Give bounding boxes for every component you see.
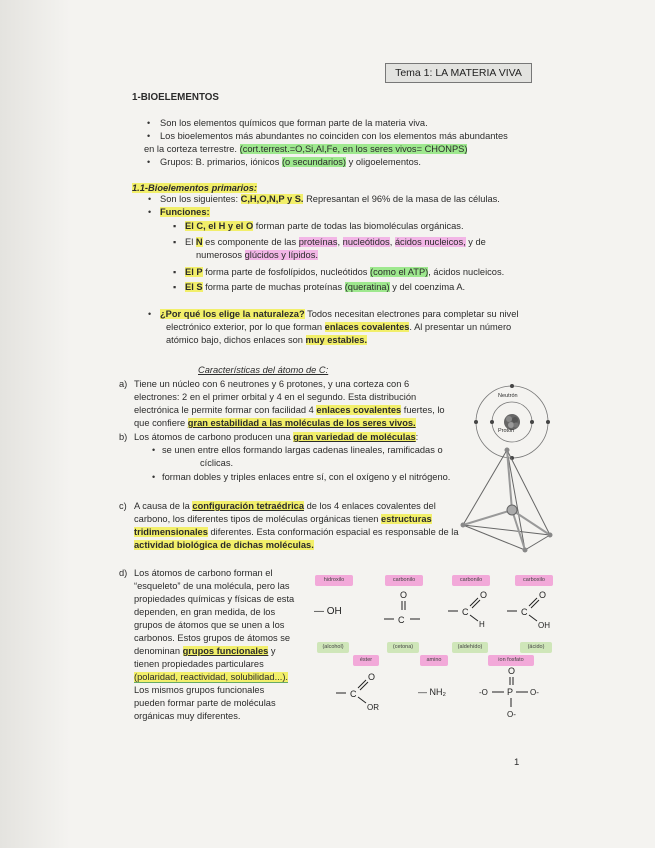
function-line: El C, el H y el O forman parte de todas las biomoléculas orgánicas. [185, 221, 464, 231]
ketone-formula [378, 588, 430, 628]
svg-text:O: O [400, 590, 408, 600]
carbon-line: propiedades químicas y físicas de esta [134, 594, 295, 604]
carbon-line: electrones: 2 en el primer orbital y 4 en el segundo. Esta distribución [134, 392, 417, 402]
intro-line: Los bioelementos más abundantes no coinciden con los elementos más abundantes [160, 131, 508, 141]
group-label: ion fosfato [488, 655, 534, 666]
proton-label: Protón [498, 428, 515, 434]
carbon-line: carbonos. Estos grupos de átomos se [134, 633, 291, 643]
primary-line: Son los siguientes: C,H,O,N,P y S. Represantan el 96% de la masa de las células. [160, 194, 500, 204]
carbon-line: grupos de átomos que se unen a los [134, 620, 285, 630]
item-label: d) [119, 568, 128, 578]
intro-line: Son los elementos químicos que forman parte de la materia viva. [160, 118, 428, 128]
function-line: numerosos glúcidos y lípidos. [196, 250, 318, 260]
bullet: ▪ [173, 282, 177, 292]
group-label: éster [353, 655, 379, 666]
carbon-line: tridimensionales diferentes. Esta conformación espacial es responsable de la [134, 527, 459, 537]
item-label: c) [119, 501, 127, 511]
item-label: b) [119, 432, 128, 442]
function-line: El P forma parte de fosfolípidos, nucleótidos (como el ATP), ácidos nucleicos. [185, 267, 505, 277]
carbon-line: pueden formar parte de moléculas [134, 698, 276, 708]
section-heading: 1-BIOELEMENTOS [132, 92, 219, 103]
question-line: electrónico exterior, por lo que forman enlaces covalentes. Al presentar un número [166, 322, 512, 332]
svg-text:O: O [539, 590, 547, 600]
carbon-line: carbono, los diferentes tipos de moléculas orgánicas tienen estructuras [134, 514, 432, 524]
svg-text:O: O [368, 672, 376, 682]
group-subtitle: (cetona) [387, 642, 419, 653]
group-label: carboxilo [515, 575, 553, 586]
carbon-line: Los mismos grupos funcionales [134, 685, 265, 695]
svg-text:O-: O- [507, 710, 516, 719]
svg-text:OR: OR [367, 703, 379, 712]
carbon-line: Los átomos de carbono producen una gran variedad de moléculas: [134, 432, 419, 442]
bullet: ▪ [173, 221, 177, 231]
group-subtitle: (alcohol) [317, 642, 349, 653]
bullet: • [147, 118, 151, 128]
intro-line: en la corteza terrestre. (cort.terrest.=O,Si,Al,Fe, en los seres vivos= CHONPS) [144, 144, 468, 154]
carbon-line: A causa de la configuración tetraédrica de los 4 enlaces covalentes del [134, 501, 436, 511]
question-line: ¿Por qué los elige la naturaleza? Todos necesitan electrones para completar su nivel [160, 309, 519, 319]
group-subtitle: (aldehído) [452, 642, 488, 653]
carbon-line: que confiere gran estabilidad a las moléculas de los seres vivos. [134, 418, 416, 428]
hydroxyl-formula: — OH [314, 606, 342, 617]
group-subtitle: (ácido) [520, 642, 552, 653]
carbon-line: “esqueleto” de una molécula, pero las [134, 581, 290, 591]
carbon-line: forman dobles y triples enlaces entre sí, con el oxígeno y el nitrógeno. [162, 472, 451, 482]
svg-text:-O: -O [479, 688, 488, 697]
subsection-heading: 1.1-Bioelementos primarios: [132, 183, 258, 193]
bullet: • [152, 445, 156, 455]
neutron-label: Neutrón [498, 393, 518, 399]
carboxyl-formula [505, 588, 565, 630]
tetrahedron-diagram [455, 445, 560, 555]
group-label: amino [420, 655, 448, 666]
group-label: hidroxilo [315, 575, 353, 586]
page-number: 1 [514, 757, 520, 768]
svg-text:O: O [480, 590, 488, 600]
svg-text:C: C [462, 607, 469, 617]
carbon-line: tienen propiedades particulares [134, 659, 264, 669]
carbon-line: orgánicas muy diferentes. [134, 711, 241, 721]
bullet: • [152, 472, 156, 482]
bullet: • [147, 131, 151, 141]
carbon-line: se unen entre ellos formando largas cadenas lineales, ramificadas o [162, 445, 443, 455]
group-label: carbonilo [452, 575, 490, 586]
carbon-line: electrónica le permite formar con facilidad 4 enlaces covalentes fuertes, lo [134, 405, 445, 415]
item-label: a) [119, 379, 128, 389]
ester-formula [334, 668, 394, 712]
svg-text:O: O [508, 666, 516, 676]
svg-text:C: C [350, 689, 357, 699]
carbon-line: actividad biológica de dichas moléculas. [134, 540, 314, 550]
amino-formula: — NH₂ [418, 687, 446, 697]
svg-text:C: C [398, 615, 405, 625]
carbon-line: cíclicas. [200, 458, 234, 468]
carbon-line: Los átomos de carbono forman el [134, 568, 273, 578]
function-line: El N es componente de las proteínas, nucleótidos, ácidos nucleicos, y de [185, 237, 486, 247]
bullet: ▪ [173, 267, 177, 277]
function-line: El S forma parte de muchas proteínas (queratina) y del coenzima A. [185, 282, 466, 292]
svg-text:C: C [521, 607, 528, 617]
svg-text:H: H [479, 620, 485, 628]
bullet: • [147, 157, 151, 167]
page-title: Tema 1: LA MATERIA VIVA [395, 67, 522, 79]
svg-text:P: P [507, 687, 514, 697]
carbon-line: denominan grupos funcionales y [134, 646, 276, 656]
carbon-line: (polaridad, reactividad, solubilidad...). [134, 672, 288, 682]
bullet: • [148, 207, 152, 217]
phosphate-formula [478, 664, 550, 722]
functions-heading: Funciones: [160, 207, 210, 217]
svg-text:O-: O- [530, 688, 539, 697]
carbon-line: dependen, en gran medida, de los [134, 607, 276, 617]
bullet: • [148, 309, 152, 319]
aldehyde-formula [446, 588, 500, 628]
title-box [385, 63, 532, 83]
carbon-heading: Características del átomo de C: [198, 365, 329, 375]
intro-line: Grupos: B. primarios, iónicos (o secundarios) y oligoelementos. [160, 157, 421, 167]
bullet: • [148, 194, 152, 204]
carbon-line: Tiene un núcleo con 6 neutrones y 6 protones, y una corteza con 6 [134, 379, 410, 389]
bullet: ▪ [173, 237, 177, 247]
svg-text:OH: OH [538, 621, 550, 630]
group-label: carbonilo [385, 575, 423, 586]
question-line: atómico bajo, dichos enlaces son muy estables. [166, 335, 368, 345]
